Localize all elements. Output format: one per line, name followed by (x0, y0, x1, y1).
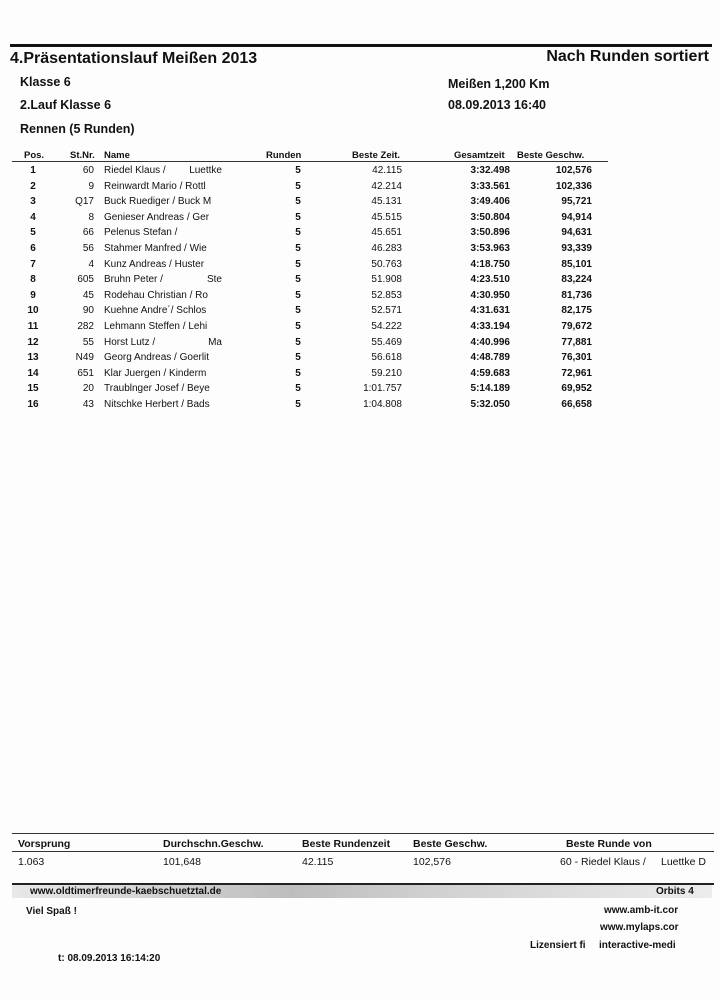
beste-zeit-cell: 45.651 (371, 227, 402, 239)
beste-gesch-cell: 93,339 (561, 243, 592, 254)
beste-zeit-cell: 45.131 (371, 196, 402, 208)
beste-zeit-cell: 52.571 (371, 305, 402, 317)
printed-timestamp: t: 08.09.2013 16:14:20 (58, 953, 161, 964)
mylaps-link[interactable]: www.mylaps.cor (600, 922, 679, 933)
table-row (0, 165, 719, 181)
amb-link[interactable]: www.amb-it.cor (604, 905, 679, 916)
gesamtzeit-cell: 3:50.804 (470, 211, 510, 223)
gesamtzeit-cell: 4:31.631 (470, 305, 510, 317)
beste-gesch-cell: 77,881 (561, 336, 592, 348)
name-cell: Georg Andreas / Goerlit (104, 352, 210, 364)
beste-gesch-cell: 102,336 (555, 180, 592, 192)
position-cell: 16 (27, 399, 39, 410)
table-row (0, 399, 719, 415)
date-label: 08.09.2013 16:40 (448, 98, 547, 112)
runden-cell: 5 (295, 243, 301, 254)
start-number-cell: 282 (77, 321, 94, 332)
header-rule (12, 161, 608, 162)
beste-gesch-cell: 69,952 (561, 383, 592, 395)
position-cell: 2 (30, 180, 36, 192)
beste-gesch-cell: 72,961 (561, 367, 592, 379)
table-row (0, 196, 719, 212)
gesamtzeit-cell: 5:14.189 (470, 383, 510, 395)
runden-cell: 5 (295, 289, 301, 301)
page-title: 4.Präsentationslauf Meißen 2013 (10, 50, 258, 67)
beste-zeit-cell: 46.283 (371, 243, 402, 254)
position-cell: 7 (30, 258, 36, 270)
start-number-cell: 651 (77, 367, 94, 379)
runden-cell: 5 (295, 305, 301, 317)
start-number-cell: 60 (82, 165, 94, 176)
name-cell: Pelenus Stefan / (104, 227, 178, 239)
beste-gesch-cell: 82,175 (561, 305, 592, 317)
position-cell: 9 (30, 289, 36, 301)
gesamtzeit-cell: 4:59.683 (470, 367, 510, 379)
start-number-cell: Q17 (75, 196, 94, 208)
runden-cell: 5 (295, 321, 301, 332)
position-cell: 3 (30, 196, 36, 208)
runden-cell: 5 (295, 227, 301, 239)
start-number-cell: 20 (82, 383, 94, 395)
table-row (0, 352, 719, 368)
runden-cell: 5 (295, 336, 301, 348)
name-cell: Reinwardt Mario / Rottl (104, 180, 206, 192)
runden-cell: 5 (295, 258, 301, 270)
name-cell-2: Ma (208, 336, 222, 348)
table-row (0, 305, 719, 321)
beste-zeit-cell: 1:01.757 (363, 383, 402, 395)
runden-cell: 5 (295, 383, 301, 395)
beste-zeit-cell: 50.763 (371, 258, 402, 270)
beste-gesch-cell: 76,301 (561, 352, 592, 364)
position-cell: 10 (27, 305, 39, 317)
table-row (0, 227, 719, 243)
col-gesamtzeit: Gesamtzeit (454, 150, 505, 161)
position-cell: 15 (27, 383, 39, 395)
name-cell: Traublnger Josef / Beye (104, 383, 210, 395)
venue-label: Meißen 1,200 Km (448, 77, 550, 91)
table-row (0, 337, 719, 353)
beste-zeit-cell: 52.853 (371, 289, 402, 301)
table-row (0, 368, 719, 384)
runden-cell: 5 (295, 180, 301, 192)
gesamtzeit-cell: 4:23.510 (470, 274, 510, 286)
lauf-label: 2.Lauf Klasse 6 (20, 98, 112, 112)
gesamtzeit-cell: 4:48.789 (470, 352, 510, 364)
name-cell: Kuehne Andre´/ Schlos (104, 305, 207, 317)
gesamtzeit-cell: 3:32.498 (470, 165, 510, 176)
vorsprung-label: Vorsprung (18, 838, 71, 850)
col-pos: Pos. (24, 150, 45, 161)
gesamtzeit-cell: 3:53.963 (470, 243, 510, 254)
beste-zeit-cell: 54.222 (371, 321, 402, 332)
beste-gesch-cell: 85,101 (561, 258, 592, 270)
runden-cell: 5 (295, 352, 301, 364)
beste-gesch-value: 102,576 (413, 856, 451, 868)
beste-zeit-cell: 59.210 (371, 367, 402, 379)
start-number-cell: 605 (77, 274, 94, 286)
beste-zeit-cell: 56.618 (371, 352, 402, 364)
beste-gesch-cell: 94,631 (561, 227, 592, 239)
name-cell-2: Ste (206, 274, 222, 286)
klasse-label: Klasse 6 (20, 75, 71, 89)
name-cell: Lehmann Steffen / Lehi (104, 321, 208, 332)
position-cell: 5 (30, 227, 36, 239)
start-number-cell: 56 (82, 243, 94, 254)
runden-cell: 5 (295, 274, 301, 286)
start-number-cell: 55 (82, 336, 94, 348)
beste-gesch-cell: 94,914 (561, 211, 592, 223)
gesamtzeit-cell: 4:33.194 (470, 321, 510, 332)
start-number-cell: 45 (82, 289, 94, 301)
table-row (0, 274, 719, 290)
gesamtzeit-cell: 3:49.406 (470, 196, 510, 208)
table-row (0, 290, 719, 306)
viel-spass-text: Viel Spaß ! (26, 906, 77, 917)
name-cell: Klar Juergen / Kinderm (104, 367, 207, 379)
beste-gesch-cell: 79,672 (561, 321, 592, 332)
beste-zeit-cell: 42.115 (372, 165, 402, 176)
table-row (0, 243, 719, 259)
name-cell: Rodehau Christian / Ro (104, 289, 208, 301)
position-cell: 14 (27, 367, 39, 379)
gesamtzeit-cell: 3:50.896 (470, 227, 510, 239)
lizensiert-text: Lizensiert fi (530, 940, 586, 951)
beste-gesch-cell: 95,721 (561, 196, 592, 208)
name-cell: Stahmer Manfred / Wie (104, 243, 207, 254)
beste-gesch-cell: 83,224 (561, 274, 592, 286)
beste-gesch-cell: 102,576 (555, 165, 592, 176)
orbits-label: Orbits 4 (656, 886, 694, 897)
col-stnr: St.Nr. (70, 150, 95, 161)
table-row (0, 259, 719, 275)
position-cell: 12 (27, 336, 39, 348)
footer-rule (12, 883, 714, 885)
gesamtzeit-cell: 3:33.561 (470, 180, 510, 192)
vorsprung-value: 1.063 (18, 856, 45, 868)
name-cell-2: Luettke (189, 165, 222, 176)
gesamtzeit-cell: 4:30.950 (470, 289, 510, 301)
gesamtzeit-cell: 4:40.996 (470, 336, 510, 348)
start-number-cell: 90 (82, 305, 94, 317)
runden-cell: 5 (295, 196, 301, 208)
name-cell: Horst Lutz / (104, 336, 156, 348)
beste-rundenzeit-value: 42.115 (302, 856, 334, 868)
position-cell: 8 (30, 274, 36, 286)
beste-zeit-cell: 45.515 (371, 211, 402, 223)
beste-runde-von-label: Beste Runde von (566, 838, 652, 850)
beste-rundenzeit-label: Beste Rundenzeit (302, 838, 391, 850)
beste-gesch-cell: 66,658 (561, 399, 592, 410)
name-cell: Riedel Klaus / (104, 165, 166, 176)
runden-cell: 5 (295, 211, 301, 223)
position-cell: 4 (30, 211, 36, 223)
position-cell: 6 (30, 243, 36, 254)
table-row (0, 321, 719, 337)
gesamtzeit-cell: 4:18.750 (470, 258, 510, 270)
summary-rule-top (12, 833, 714, 834)
start-number-cell: N49 (75, 352, 94, 364)
website-link[interactable]: www.oldtimerfreunde-kaebschuetztal.de (30, 886, 222, 897)
beste-zeit-cell: 55.469 (371, 336, 402, 348)
name-cell: Buck Ruediger / Buck M (104, 196, 212, 208)
start-number-cell: 4 (88, 258, 94, 270)
sort-label: Nach Runden sortiert (546, 48, 709, 65)
table-row (0, 212, 719, 228)
position-cell: 11 (27, 321, 39, 332)
runden-cell: 5 (295, 367, 301, 379)
beste-runde-von-value: 60 - Riedel Klaus / (560, 856, 646, 868)
col-name: Name (104, 150, 130, 161)
start-number-cell: 8 (88, 211, 94, 223)
col-runden: Runden (266, 150, 302, 161)
runden-cell: 5 (295, 399, 301, 410)
beste-runde-von-value-2: Luettke D (661, 856, 706, 868)
durchschn-label: Durchschn.Geschw. (163, 838, 264, 850)
table-row (0, 383, 719, 399)
beste-gesch-cell: 81,736 (561, 289, 592, 301)
interactive-text: interactive-medi (599, 940, 676, 951)
col-beste-gesch: Beste Geschw. (517, 150, 585, 161)
beste-zeit-cell: 1:04.808 (363, 399, 402, 410)
start-number-cell: 66 (82, 227, 94, 239)
beste-zeit-cell: 42.214 (371, 180, 402, 192)
beste-gesch-label: Beste Geschw. (413, 838, 488, 850)
gesamtzeit-cell: 5:32.050 (470, 399, 510, 410)
summary-rule-mid (12, 851, 714, 852)
position-cell: 13 (27, 352, 39, 364)
top-rule (10, 44, 712, 47)
name-cell: Genieser Andreas / Ger (104, 211, 210, 223)
col-beste-zeit: Beste Zeit. (352, 150, 401, 161)
position-cell: 1 (30, 165, 36, 176)
start-number-cell: 43 (82, 399, 94, 410)
beste-zeit-cell: 51.908 (371, 274, 402, 286)
durchschn-value: 101,648 (163, 856, 201, 868)
name-cell: Kunz Andreas / Huster (104, 258, 205, 270)
table-row (0, 181, 719, 197)
start-number-cell: 9 (88, 180, 94, 192)
name-cell: Bruhn Peter / (104, 274, 163, 286)
runden-cell: 5 (295, 165, 301, 176)
name-cell: Nitschke Herbert / Bads (104, 399, 210, 410)
rennen-label: Rennen (5 Runden) (20, 122, 135, 136)
